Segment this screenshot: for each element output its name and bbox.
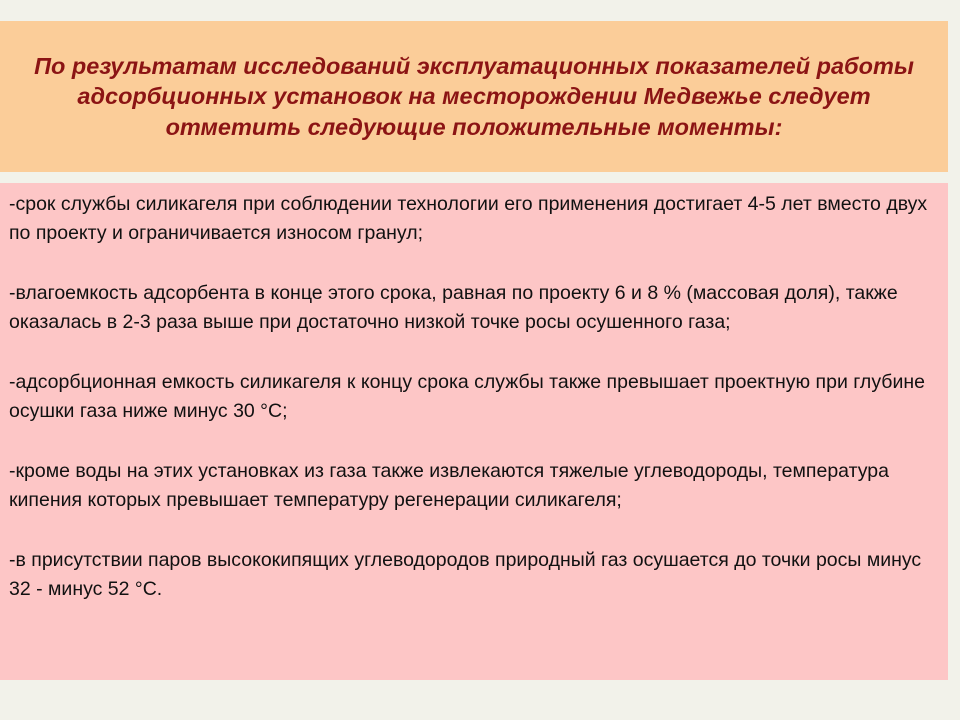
slide-title: По результатам исследований эксплуатационных показателей работы адсорбционных установок на месторождении Медвежье следует отметить следующие положительные моменты: [34,52,914,140]
list-item: -срок службы силикагеля при соблюдении технологии его применения достигает 4-5 лет вместо двух по проекту и ограничивается износом гранул; [9,193,928,244]
list-item: -в присутствии паров высококипящих углеводородов природный газ осушается до точки росы минус 32 - минус 52 °С. [9,549,922,600]
list-item: -влагоемкость адсорбента в конце этого срока, равная по проекту 6 и 8 % (массовая доля), также оказалась в 2-3 раза выше при достаточно низкой точке росы осушенного газа; [9,282,898,333]
title-panel [0,21,948,172]
content-panel [0,183,948,680]
list-item: -адсорбционная емкость силикагеля к концу срока службы также превышает проектную при глубине осушки газа ниже минус 30 °С; [9,371,925,422]
bullet-list [0,183,948,604]
list-item: -кроме воды на этих установках из газа также извлекаются тяжелые углеводороды, температура кипения которых превышает температуру регенерации силикагеля; [9,460,889,511]
